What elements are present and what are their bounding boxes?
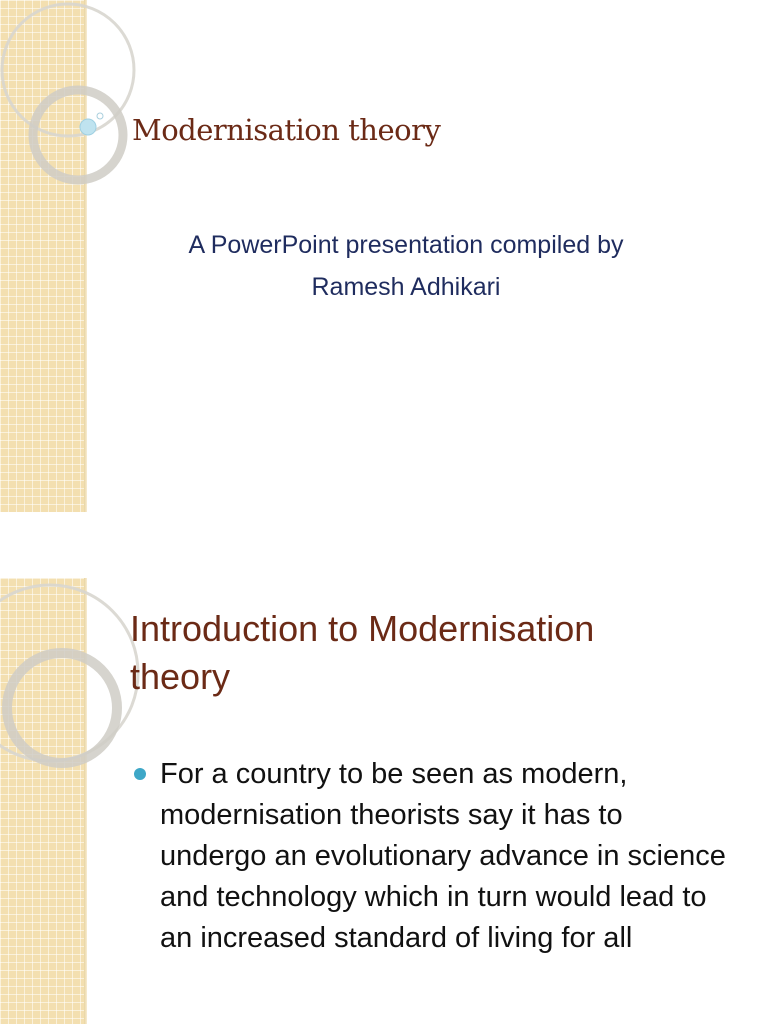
- slide-gap: [0, 512, 768, 578]
- slide-title: Modernisation theory: [132, 113, 441, 147]
- bullet-item: [134, 754, 734, 959]
- title-line: Introduction to Modernisation: [130, 608, 595, 649]
- author-name: Ramesh Adhikari: [311, 273, 501, 301]
- bullet-dot-icon: [134, 768, 146, 780]
- ring-ornament-icon: [0, 578, 140, 1024]
- slide-subtitle: [100, 224, 712, 308]
- subtitle-line: A PowerPoint presentation compiled by: [188, 231, 624, 259]
- slide-title: [130, 605, 730, 701]
- slide-2: [0, 578, 768, 1024]
- bullet-text: For a country to be seen as modern, modernisation theorists say it has to undergo an evolutionary advance in science and technology which in turn would lead to an increased standard of living for all: [160, 758, 726, 954]
- title-line: theory: [130, 656, 231, 697]
- bullet-list: [134, 754, 734, 959]
